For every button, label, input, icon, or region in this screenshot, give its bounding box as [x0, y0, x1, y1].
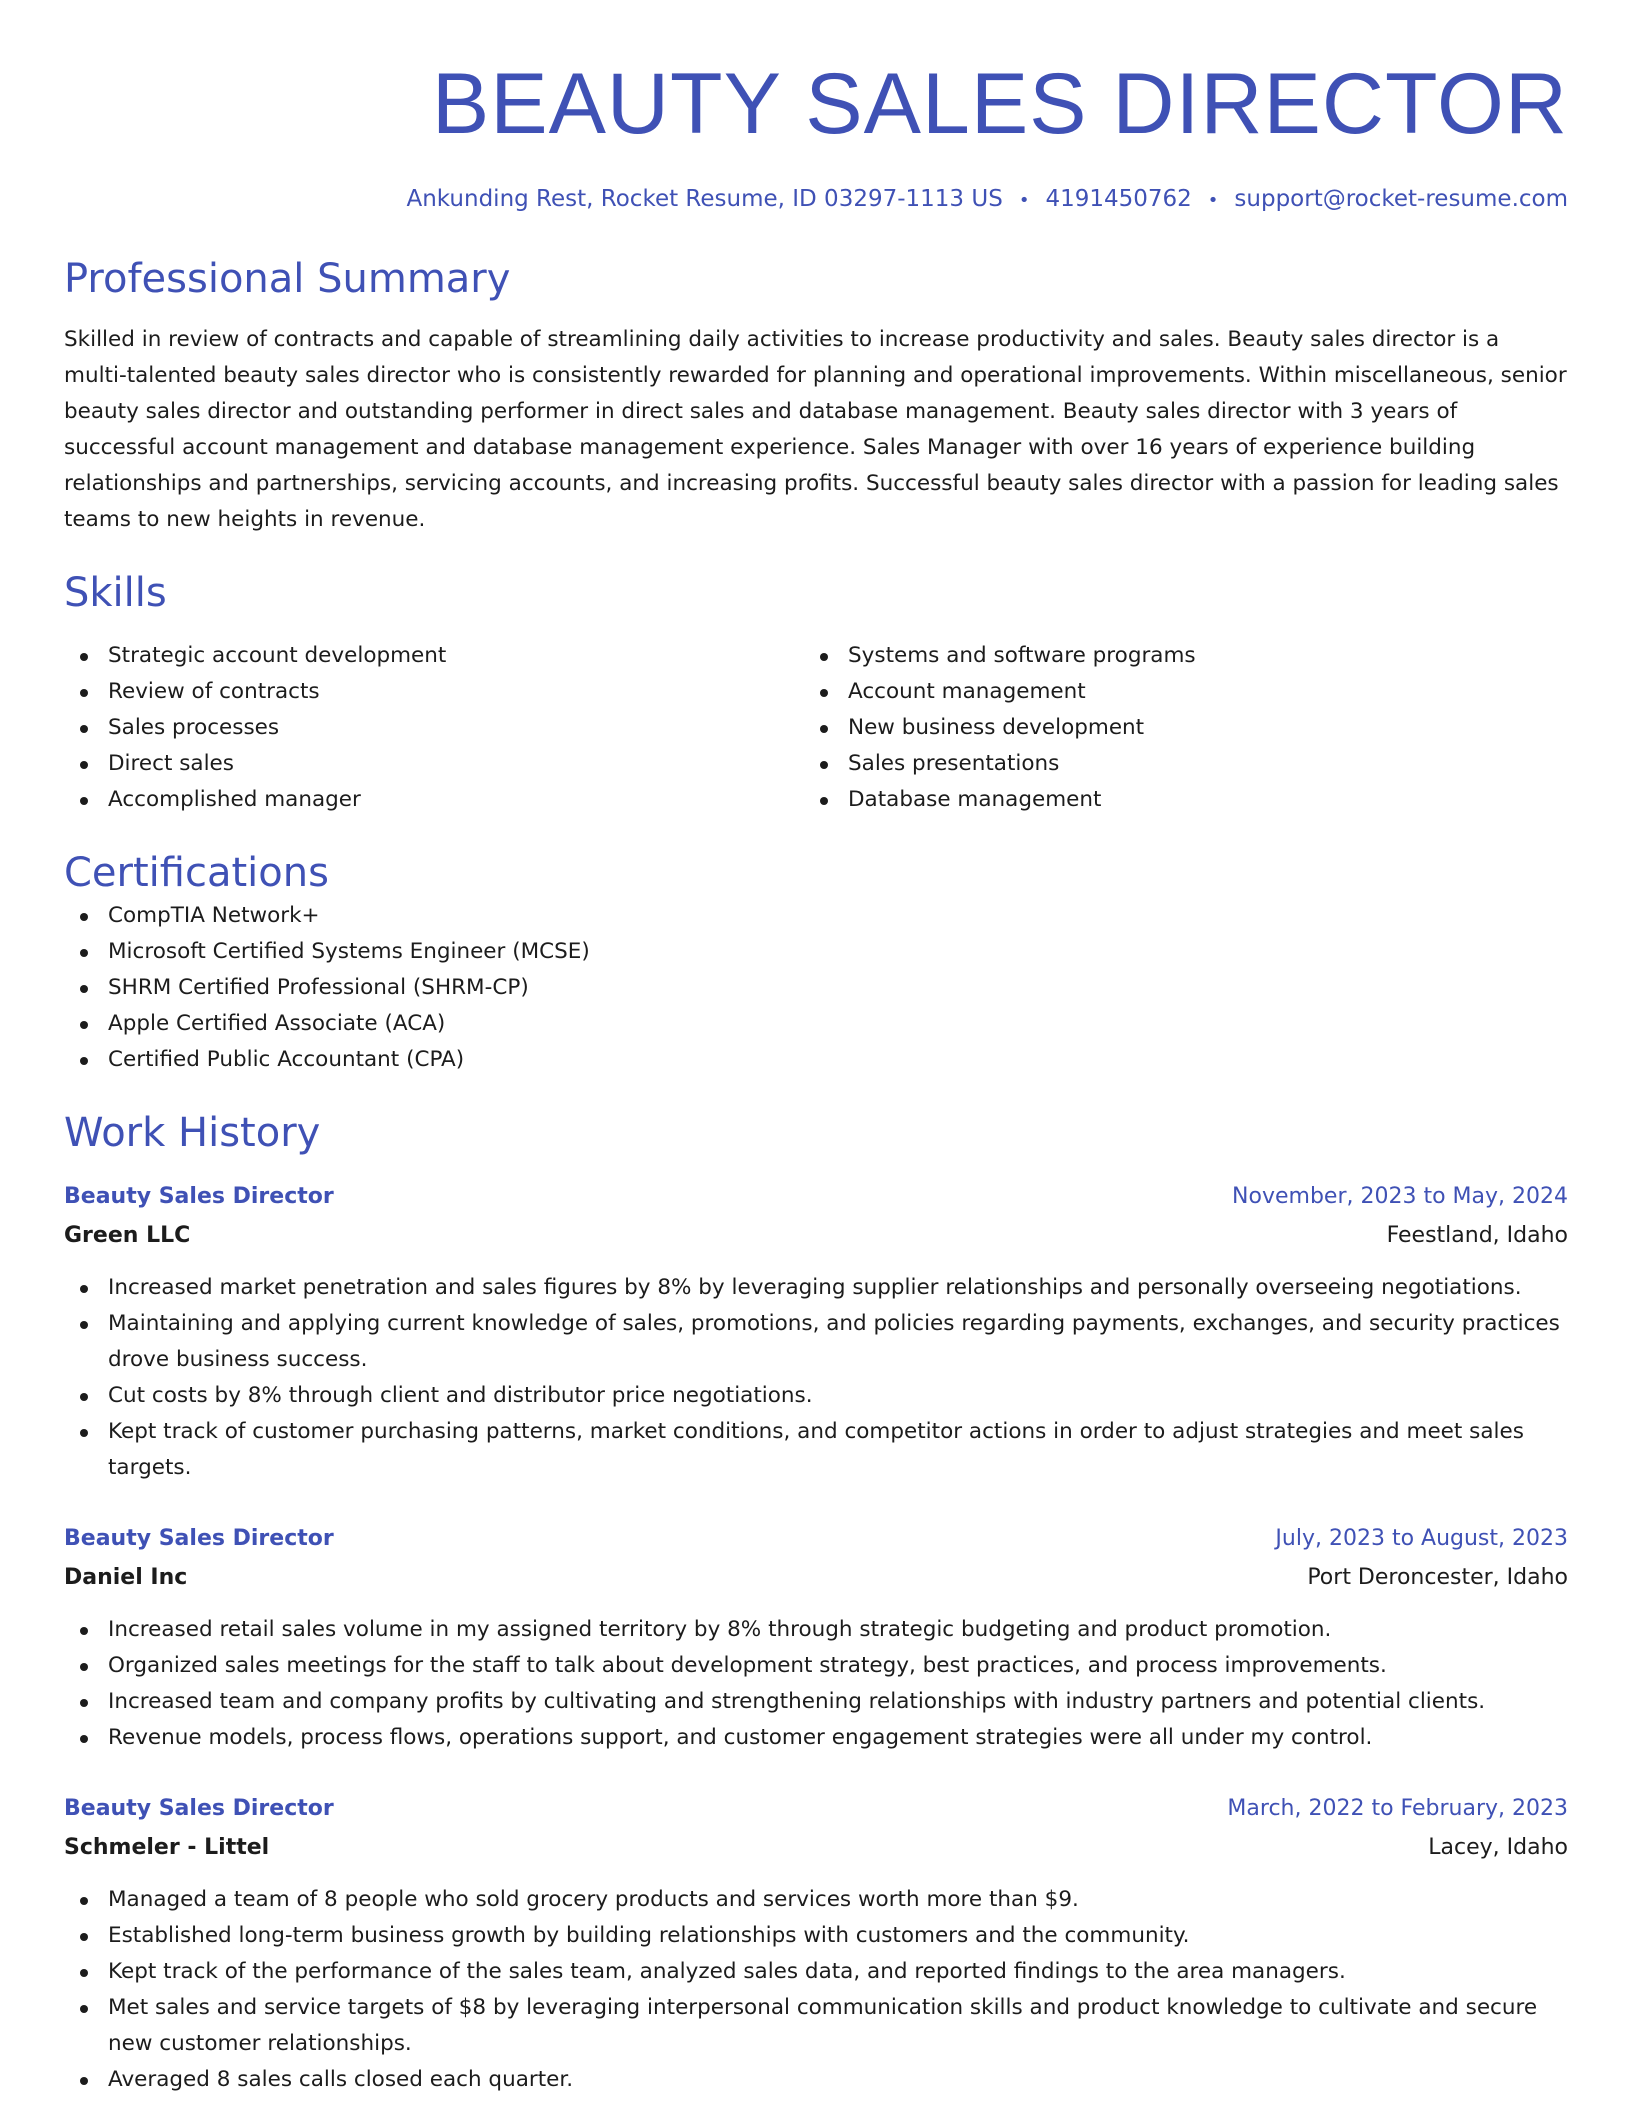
certification-item: CompTIA Network+: [64, 898, 1568, 934]
summary-text: Skilled in review of contracts and capable of streamlining daily activities to increase productivity and sales. Beauty sales director is a multi-talented beauty sales director who is consistently rewarded for planning and operational improvements. Within miscellaneous, senior beauty sales director and outstanding performer in direct sales and database management. Beauty sales director with 3 years of successful account management and database management experience. Sales Manager with over 16 years of experience building relationships and partnerships, servicing accounts, and increasing profits. Successful beauty sales director with a passion for leading sales teams to new heights in revenue.: [64, 327, 1567, 532]
job-company: Green LLC: [64, 1223, 191, 1248]
skill-item: New business development: [804, 710, 1544, 746]
job-company: Daniel Inc: [64, 1565, 188, 1590]
certifications-list: [64, 898, 1568, 1078]
resume-name: BEAUTY SALES DIRECTOR: [431, 56, 1568, 152]
job-bullets: [64, 1270, 1568, 1486]
contact-separator: •: [1018, 190, 1030, 211]
skills-columns: [64, 638, 1568, 818]
summary-heading: Professional Summary: [64, 256, 511, 302]
skill-item: Sales presentations: [804, 746, 1544, 782]
skills-list-left: [64, 638, 804, 818]
job-header-row: [64, 1522, 1568, 1556]
job-entry: [64, 1180, 1568, 1486]
job-location: Port Deroncester, Idaho: [1307, 1565, 1568, 1590]
job-bullet: Increased team and company profits by cultivating and strengthening relationships with industry partners and potential clients.: [64, 1684, 1568, 1720]
job-bullet: Cut costs by 8% through client and distributor price negotiations.: [64, 1378, 1568, 1414]
job-location: Feestland, Idaho: [1386, 1223, 1568, 1248]
work-history-heading: Work History: [64, 1110, 321, 1156]
job-location: Lacey, Idaho: [1428, 1835, 1568, 1860]
job-bullet: Established long-term business growth by building relationships with customers and the community.: [64, 1918, 1568, 1954]
job-title: Beauty Sales Director: [64, 1526, 334, 1551]
job-bullet: Increased retail sales volume in my assigned territory by 8% through strategic budgeting and product promotion.: [64, 1612, 1568, 1648]
job-title: Beauty Sales Director: [64, 1184, 334, 1209]
job-bullet: Organized sales meetings for the staff to talk about development strategy, best practices, and process improvements.: [64, 1648, 1568, 1684]
job-header-row: [64, 1792, 1568, 1826]
job-dates: November, 2023 to May, 2024: [1232, 1184, 1568, 1209]
skill-item: Review of contracts: [64, 674, 804, 710]
skill-item: Systems and software programs: [804, 638, 1544, 674]
job-bullet: Averaged 8 sales calls closed each quarter.: [64, 2062, 1568, 2098]
job-bullet: Maintaining and applying current knowledge of sales, promotions, and policies regarding payments, exchanges, and security practices drove business success.: [64, 1306, 1568, 1378]
job-bullet: Met sales and service targets of $8 by leveraging interpersonal communication skills and product knowledge to cultivate and secure new customer relationships.: [64, 1990, 1568, 2062]
certification-item: Apple Certified Associate (ACA): [64, 1006, 1568, 1042]
job-bullets: [64, 1882, 1568, 2098]
skills-heading: Skills: [64, 570, 167, 616]
job-dates: July, 2023 to August, 2023: [1275, 1526, 1568, 1551]
job-company: Schmeler - Littel: [64, 1835, 270, 1860]
job-company-row: [64, 1556, 1568, 1596]
skill-item: Database management: [804, 782, 1544, 818]
job-entry: [64, 1522, 1568, 1756]
contact-line: [64, 184, 1568, 216]
contact-address: Ankunding Rest, Rocket Resume, ID 03297-1113 US: [406, 186, 1003, 212]
job-bullets: [64, 1612, 1568, 1756]
job-dates: March, 2022 to February, 2023: [1227, 1796, 1568, 1821]
skill-item: Accomplished manager: [64, 782, 804, 818]
job-title: Beauty Sales Director: [64, 1796, 334, 1821]
skill-item: Sales processes: [64, 710, 804, 746]
job-bullet: Kept track of the performance of the sales team, analyzed sales data, and reported findings to the area managers.: [64, 1954, 1568, 1990]
skill-item: Direct sales: [64, 746, 804, 782]
contact-separator: •: [1207, 190, 1219, 211]
skill-item: Account management: [804, 674, 1544, 710]
contact-phone: 4191450762: [1045, 186, 1192, 212]
certifications-heading: Certifications: [64, 850, 329, 896]
job-bullet: Kept track of customer purchasing patterns, market conditions, and competitor actions in order to adjust strategies and meet sales targets.: [64, 1414, 1568, 1486]
skill-item: Strategic account development: [64, 638, 804, 674]
job-bullet: Managed a team of 8 people who sold grocery products and services worth more than $9.: [64, 1882, 1568, 1918]
job-bullet: Increased market penetration and sales figures by 8% by leveraging supplier relationships and personally overseeing negotiations.: [64, 1270, 1568, 1306]
job-header-row: [64, 1180, 1568, 1214]
job-company-row: [64, 1826, 1568, 1866]
job-company-row: [64, 1214, 1568, 1254]
contact-email[interactable]: support@rocket-resume.com: [1234, 186, 1568, 212]
certification-item: Microsoft Certified Systems Engineer (MCSE): [64, 934, 1568, 970]
certification-item: Certified Public Accountant (CPA): [64, 1042, 1568, 1078]
job-entry: [64, 1792, 1568, 2098]
skills-list-right: [804, 638, 1544, 818]
job-bullet: Revenue models, process flows, operations support, and customer engagement strategies were all under my control.: [64, 1720, 1568, 1756]
certification-item: SHRM Certified Professional (SHRM-CP): [64, 970, 1568, 1006]
